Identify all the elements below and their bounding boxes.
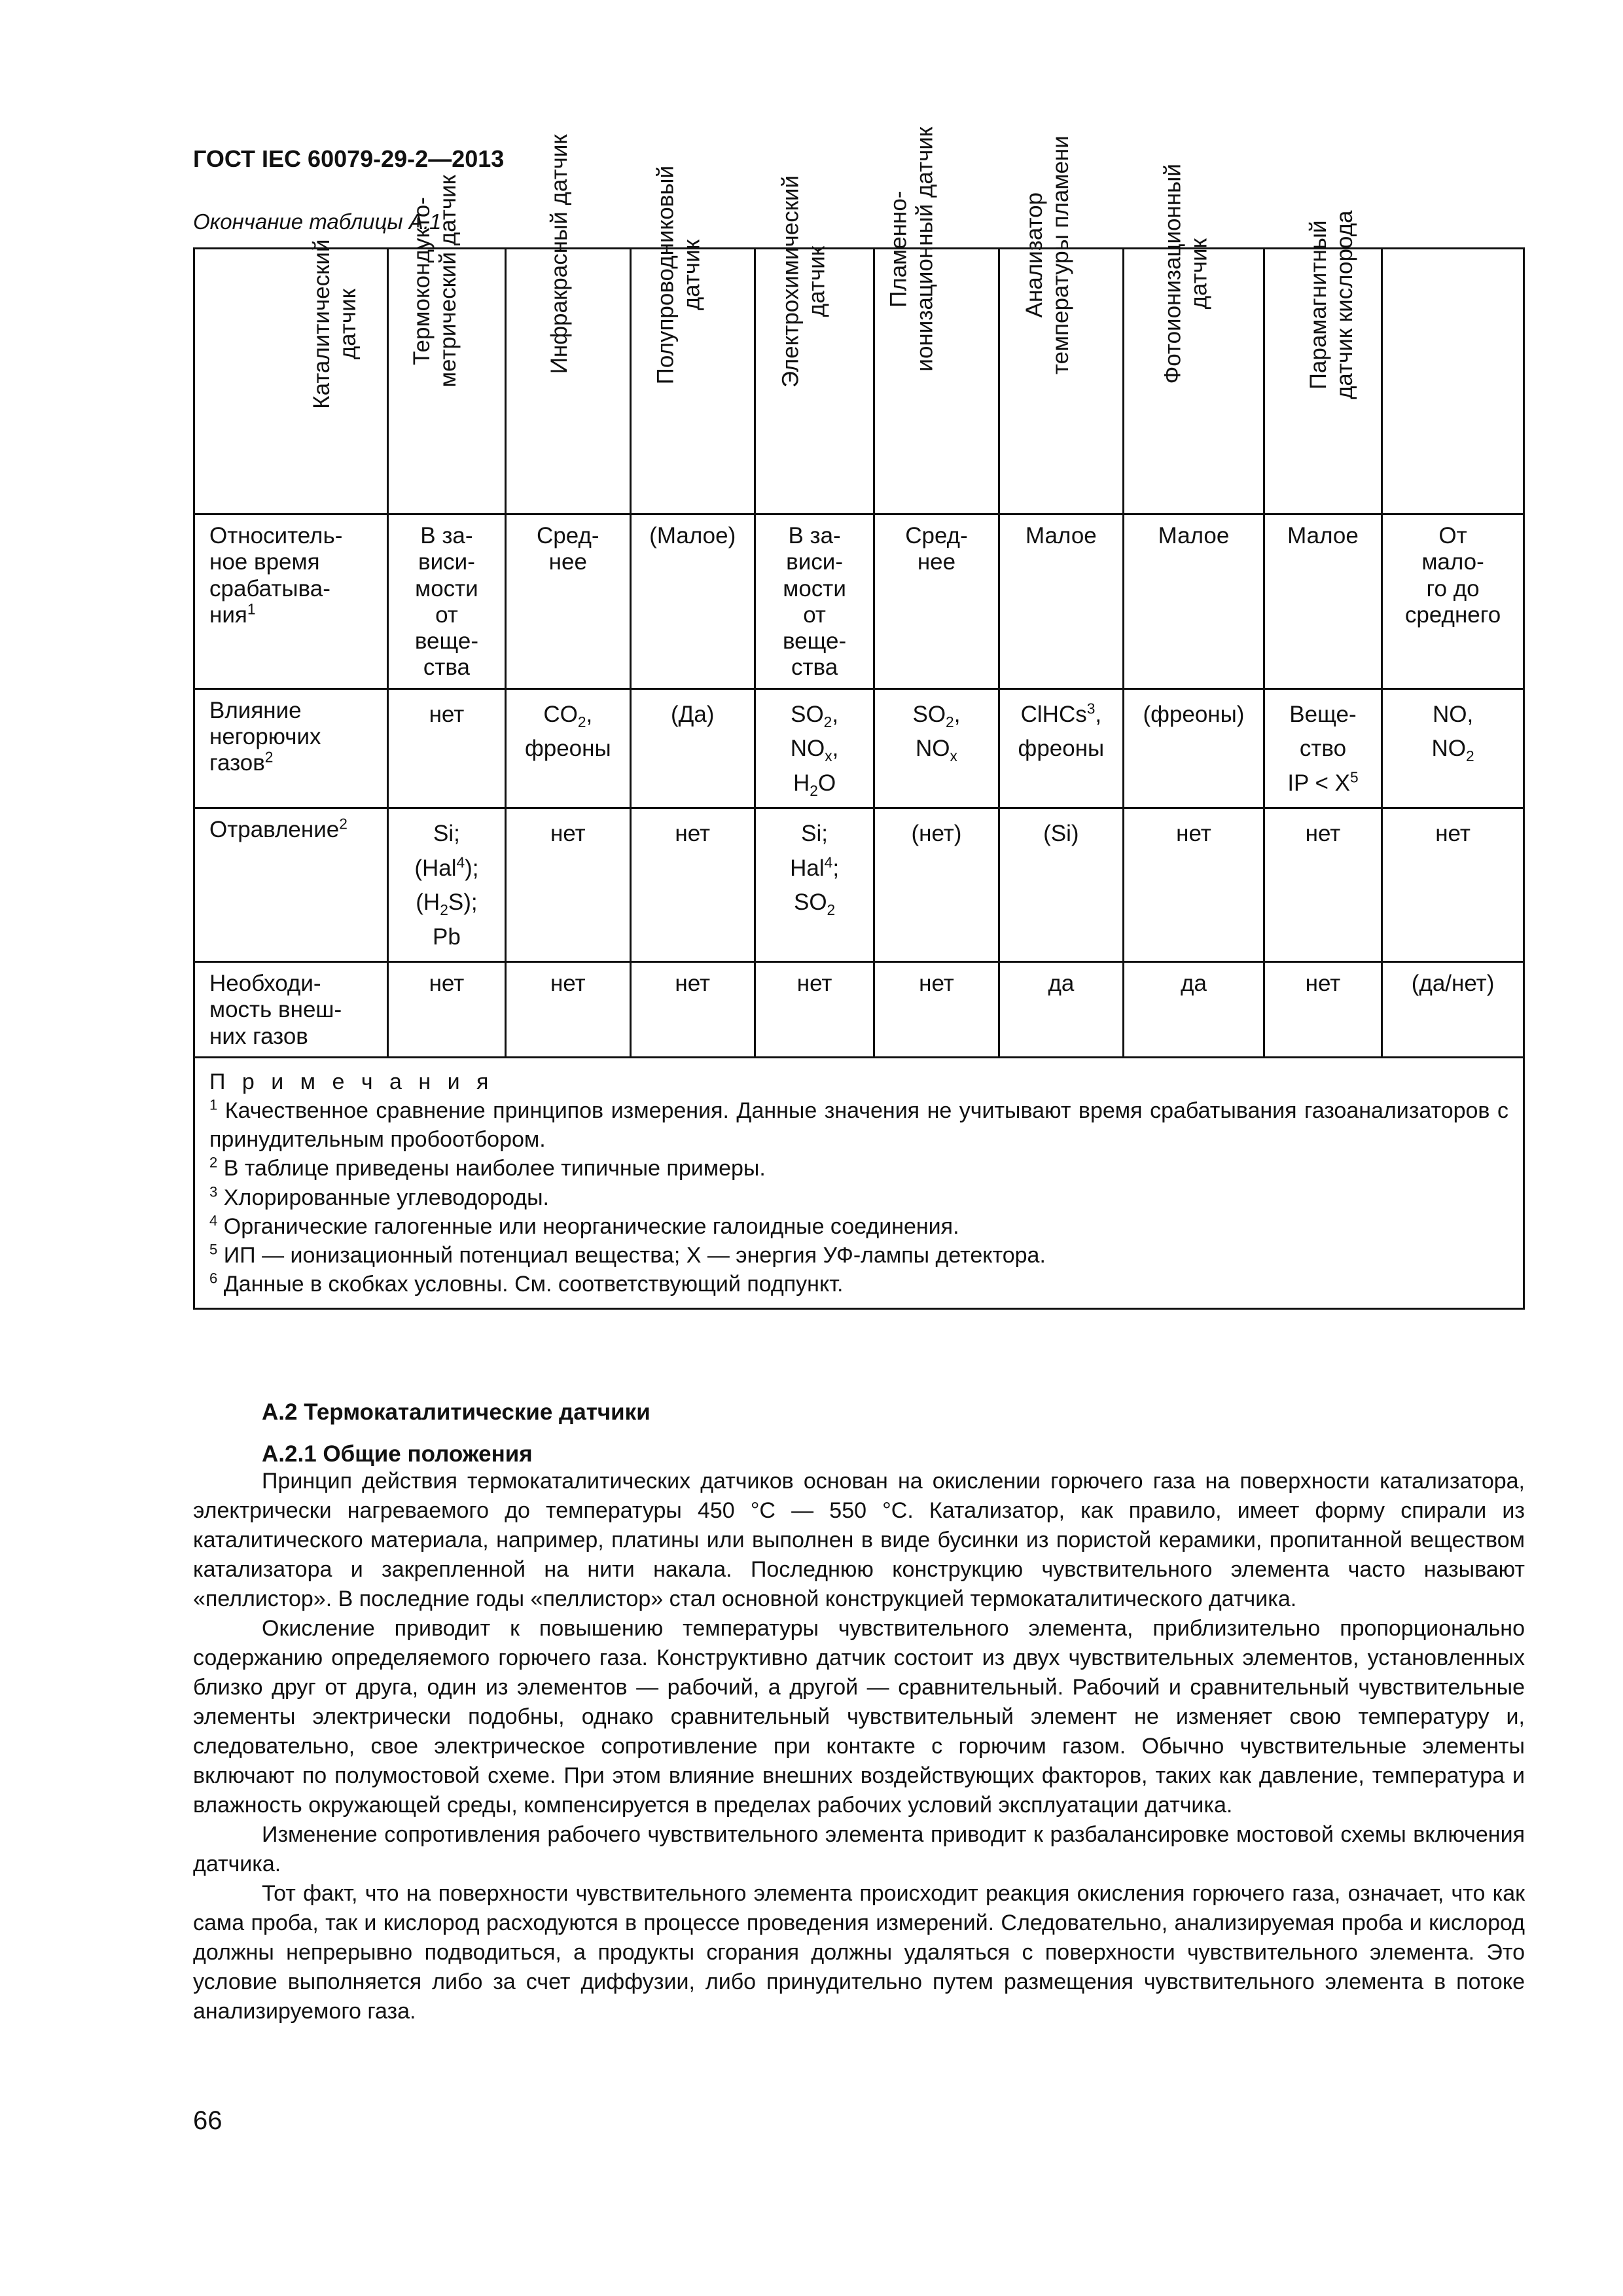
table-cell: $SO_2$, $NO_x$, $H_2O$ bbox=[755, 689, 874, 808]
col-header: Электрохимический датчик bbox=[874, 249, 999, 514]
table-cell: Веще- ство IP < $X^5$ bbox=[1264, 689, 1382, 808]
table-cell: нет bbox=[387, 962, 505, 1058]
table-cell: Сред- нее bbox=[874, 514, 999, 689]
col-header: Термокондукто- метрический датчик bbox=[506, 249, 630, 514]
table-cell: $SO_2$, $NO_x$ bbox=[874, 689, 999, 808]
note-item: $^5$ ИП — ионизационный потенциал вещества; X — энергия УФ-лампы детектора. bbox=[209, 1241, 1046, 1268]
table-cell: В за- виси- мости от веще- ства bbox=[755, 514, 874, 689]
table-cell: Si; Hal$^4$; $SO_2$ bbox=[755, 808, 874, 962]
table-row bbox=[194, 689, 1524, 808]
note-item: $^1$ Качественное сравнение принципов измерения. Данные значения не учитывают время срабатывания газоанализаторов с принудительным пробоотбором. bbox=[209, 1096, 1508, 1153]
table-row bbox=[194, 514, 1524, 689]
table-cell: Сред- нее bbox=[506, 514, 630, 689]
table-cell: (фреоны) bbox=[1124, 689, 1264, 808]
table-cell: нет bbox=[506, 962, 630, 1058]
notes-row bbox=[194, 1057, 1524, 1309]
col-header: Каталитический датчик bbox=[387, 249, 505, 514]
row-header: Необходи- мость внеш- них газов bbox=[194, 962, 388, 1058]
table-cell: нет bbox=[1124, 808, 1264, 962]
table-cell: NO, $NO_2$ bbox=[1382, 689, 1524, 808]
table-cell: Малое bbox=[1124, 514, 1264, 689]
table-cell: $CO_2$, фреоны bbox=[506, 689, 630, 808]
table-cell: (Да) bbox=[630, 689, 755, 808]
table-body bbox=[194, 514, 1524, 1058]
notes-title: П р и м е ч а н и я bbox=[209, 1069, 494, 1094]
row-header: Относитель- ное время срабатыва- ния$^1$ bbox=[194, 514, 388, 689]
paragraph: Изменение сопротивления рабочего чувствительного элемента приводит к разбалансировке мостовой схемы включения датчика. bbox=[193, 1822, 1525, 1876]
table-row bbox=[194, 962, 1524, 1058]
note-item: $^2$ В таблице приведены наиболее типичные примеры. bbox=[209, 1154, 766, 1181]
note-item: $^4$ Органические галогенные или неорганические галоидные соединения. bbox=[209, 1212, 959, 1239]
table-caption: Окончание таблицы А.1 bbox=[193, 209, 442, 234]
table-cell: да bbox=[1124, 962, 1264, 1058]
table-cell: В за- виси- мости от веще- ства bbox=[387, 514, 505, 689]
col-header: Фотоионизационный датчик bbox=[1264, 249, 1382, 514]
note-item: $^3$ Хлорированные углеводороды. bbox=[209, 1183, 549, 1210]
table-cell: (да/нет) bbox=[1382, 962, 1524, 1058]
table-cell: (Si) bbox=[999, 808, 1123, 962]
row-header: Отравление$^2$ bbox=[194, 808, 388, 962]
table-cell: нет bbox=[630, 962, 755, 1058]
table-header-row bbox=[194, 249, 1524, 514]
col-header: Пламенно- ионизационный датчик bbox=[999, 249, 1123, 514]
paragraph: Принцип действия термокаталитических датчиков основан на окислении горючего газа на поверхности катализатора, электрически нагреваемого до температуры 450 °C — 550 °C. Катализатор, как правило, имеет форму спирали из каталитического материала, например, платины или выполнен в виде бусинки из пористой керамики, пропитанной веществом катализатора и закрепленной на нити накала. Последнюю конструкцию чувствительного элемента часто называют «пеллистор». В последние годы «пеллистор» стал основной конструкцией термокаталитического датчика. bbox=[193, 1469, 1525, 1611]
table-cell: От мало- го до среднего bbox=[1382, 514, 1524, 689]
subsection-title: А.2.1 Общие положения bbox=[262, 1441, 533, 1467]
table-cell: Малое bbox=[999, 514, 1123, 689]
table-cell: Малое bbox=[1264, 514, 1382, 689]
table-cell: нет bbox=[1264, 808, 1382, 962]
col-header: Анализатор температуры пламени bbox=[1124, 249, 1264, 514]
table-cell: ClHCs$^3$, фреоны bbox=[999, 689, 1123, 808]
table-cell: нет bbox=[387, 689, 505, 808]
table-cell: нет bbox=[506, 808, 630, 962]
table-cell: нет bbox=[1264, 962, 1382, 1058]
row-header: Влияние негорючих газов$^2$ bbox=[194, 689, 388, 808]
page-number: 66 bbox=[193, 2106, 223, 2135]
table-row bbox=[194, 808, 1524, 962]
table-cell: да bbox=[999, 962, 1123, 1058]
table-cell: нет bbox=[1382, 808, 1524, 962]
body-text bbox=[193, 1467, 1525, 2026]
table-notes bbox=[194, 1057, 1524, 1309]
paragraph: Окисление приводит к повышению температуры чувствительного элемента, приблизительно пропорционально содержанию определяемого горючего газа. Конструктивно датчик состоит из двух чувствительных элементов, установленных близко друг от друга, один из элементов — рабочий, а другой — сравнительный. Рабочий и сравнительный чувствительные элементы электрически подобны, однако сравнительный чувствительный элемент не изменяет свою температуру и, следовательно, свое электрическое сопротивление при контакте с горючим газом. Обычно чувствительные элементы включают по полумостовой схеме. При этом влияние внешних воздействующих факторов, таких как давление, температура и влажность окружающей среды, компенсируется в пределах рабочих условий эксплуатации датчика. bbox=[193, 1616, 1525, 1818]
table-cell: нет bbox=[755, 962, 874, 1058]
table-cell: нет bbox=[630, 808, 755, 962]
section-title: А.2 Термокаталитические датчики bbox=[262, 1399, 651, 1425]
notes-list bbox=[209, 1096, 1508, 1299]
col-header: Полупроводниковый датчик bbox=[755, 249, 874, 514]
paragraph: Тот факт, что на поверхности чувствительного элемента происходит реакция окисления горючего газа, означает, что как сама проба, так и кислород расходуются в процессе проведения измерений. Следовательно, анализируемая проба и кислород должны непрерывно подводиться, а продукты сгорания должны удаляться с поверхности чувствительного элемента. Это условие выполняется либо за счет диффузии, либо принудительно путем размещения чувствительного элемента в потоке анализируемого газа. bbox=[193, 1881, 1525, 2024]
table-cell: Si; (Hal$^4$); $(H_2S)$; Pb bbox=[387, 808, 505, 962]
table-cell: нет bbox=[874, 962, 999, 1058]
col-header: Парамагнитный датчик кислорода bbox=[1382, 249, 1524, 514]
note-item: $^6$ Данные в скобках условны. См. соответствующий подпункт. bbox=[209, 1270, 844, 1297]
table-cell: (нет) bbox=[874, 808, 999, 962]
col-header: Инфракрасный датчик bbox=[630, 249, 755, 514]
document-header: ГОСТ IEC 60079-29-2—2013 bbox=[193, 145, 505, 172]
table-cell: (Малое) bbox=[630, 514, 755, 689]
